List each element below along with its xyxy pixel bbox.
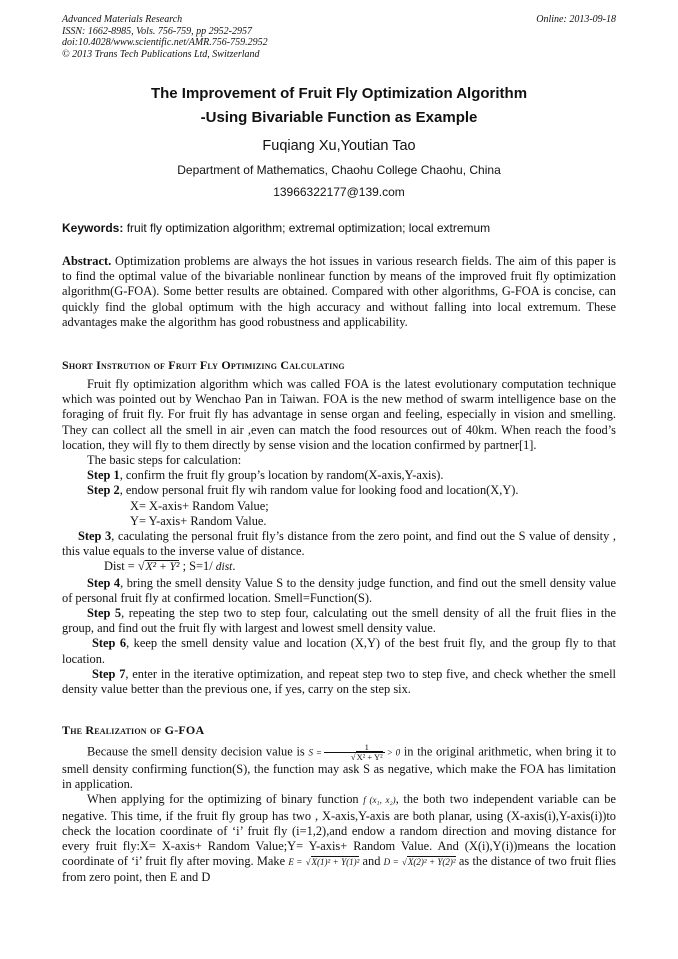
- step-2-text: , endow personal fruit fly wih random value for looking food and location(X,Y).: [119, 483, 519, 498]
- p2-end: as the distance of two fruit flies from zero point, then E and D: [62, 854, 616, 885]
- e-formula-lhs: E =: [288, 857, 303, 868]
- section-2-para-2: [62, 792, 616, 885]
- distance-formula: Dist = √X² + Y² ; S=1/ dist.: [104, 559, 236, 574]
- step-7-label: Step 7: [92, 666, 126, 681]
- step-7-text: , enter in the iterative optimization, and repeat step two to step five, and check whether the smell density value better than the previous one, if yes, carry on the step six.: [62, 666, 616, 697]
- abstract-text: Optimization problems are always the hot issues in various research fields. The aim of this paper is to find the optimal value of the bivariable nonlinear function by means of the improved fruit fly optimization algorithm(G-FOA). Some better results are obtained. Compared with other algorithms, G-FOA is concise, can quickly find the global optimum with the high accuracy and without falling into local extremum. These advantages make the algorithm has good robustness and applicability.: [62, 254, 616, 329]
- abstract: [62, 254, 616, 330]
- equation-x: X= X-axis+ Random Value;: [130, 498, 269, 513]
- section-1-body: [62, 377, 616, 697]
- step-2: [62, 483, 616, 498]
- copyright-line: © 2013 Trans Tech Publications Ltd, Switzerland: [62, 48, 260, 60]
- p2-after: , the both two independent variable can be negative. This time, if the fruit fly group has two , X-axis,Y-axis are both planar, using (X-axis(i),Y-axis(i))to check the location coordinate of ‘i’ fruit fly (i=1,2),and endow a random direction and moving distance for every fruit fly:X= X-axis+ Random Value;Y= Y-axis+ Random Value. And (X(i),Y(i))means the location coordinate of ‘i’ fruit fly after moving. Make: [62, 792, 616, 869]
- p2-function: f (x₁, x₂): [363, 795, 396, 806]
- keywords-label: Keywords:: [62, 221, 124, 235]
- d-formula-lhs: D =: [383, 857, 399, 868]
- authors: Fuqiang Xu,Youtian Tao: [262, 138, 416, 154]
- step-6-text: , keep the smell density value and location (X,Y) of the best fruit fly, and the group fly to that location.: [62, 636, 617, 666]
- e-formula-root: √X(1)² + Y(1)²: [305, 857, 360, 868]
- title-line-2: -Using Bivariable Function as Example: [200, 109, 478, 126]
- dist-suffix: ; S=1/: [182, 559, 213, 574]
- section-1-intro: Fruit fly optimization algorithm which was called FOA is the latest evolutionary computation technique which was pointed out by Wenchao Pan in Taiwan. FOA is the new method of swarm intelligence base on the foraging of fruit fly. For fruit fly has advantage in sense organ and feeling, especially in vision and smelling. They can collect all the smell in air ,even can match the food resources out of 40km. When reach the food’s location, they will fly to them directly by sense vision and the location confirmed by partner[1].: [62, 377, 616, 452]
- basic-steps-label: The basic steps for calculation:: [87, 453, 242, 468]
- paper-title: [62, 82, 616, 130]
- journal-name: Advanced Materials Research: [62, 14, 183, 25]
- title-line-1: The Improvement of Fruit Fly Optimization Algorithm: [150, 85, 528, 102]
- equation-y: Y= Y-axis+ Random Value.: [130, 513, 267, 528]
- dist-var: dist: [215, 561, 233, 574]
- step-7: [62, 667, 616, 697]
- s-formula-den-text: X² + Y²: [356, 752, 383, 762]
- doi-line: doi:10.4028/www.scientific.net/AMR.756-759.2952: [62, 37, 268, 48]
- keywords-text: fruit fly optimization algorithm; extremal optimization; local extremum: [123, 221, 491, 235]
- journal-header: [62, 14, 268, 60]
- step-5: [62, 606, 616, 636]
- s-formula-rhs: > 0: [386, 747, 401, 758]
- step-3-label: Step 3: [78, 529, 112, 544]
- step-5-text: , repeating the step two to step four, calculating out the smell density of all the fruit flies in the group, and find out the fruit fly with largest and lowest smell density value.: [62, 606, 616, 636]
- e-formula: X(1)² + Y(1)²: [311, 857, 360, 868]
- step-2-label: Step 2: [87, 483, 120, 498]
- step-3-text: , caculating the personal fruit fly’s distance from the zero point, and find out the S value of density , this value equals to the inverse value of distance.: [62, 529, 616, 559]
- p2-before: When applying for the optimizing of binary function: [87, 792, 364, 807]
- step-6-label: Step 6: [92, 636, 127, 651]
- email: 13966322177@139.com: [273, 185, 405, 199]
- dist-end: .: [232, 559, 236, 574]
- p1-after: in the original arithmetic, when bring it to smell density confirming function(S), the function may ask S as negative, which make the FOA has limitation in application.: [62, 744, 617, 792]
- step-3: [62, 529, 616, 559]
- dist-prefix: Dist =: [104, 559, 135, 574]
- step-1-text: , confirm the fruit fly group’s location by random(X-axis,Y-axis).: [119, 468, 444, 483]
- step-4-text: , bring the smell density Value S to the density judge function, and find out the smell density value of personal fruit fly at confirmed location. Smell=Function(S).: [62, 575, 617, 605]
- step-4: [62, 576, 616, 606]
- p2-and: and: [359, 854, 384, 869]
- section-2-heading: The Realization of G-FOA: [62, 723, 205, 737]
- section-1-heading: Short Instrution of Fruit Fly Optimizing Calculating: [62, 358, 345, 372]
- keywords: [62, 221, 616, 235]
- section-2-body: [62, 743, 616, 886]
- s-formula-fraction: [324, 743, 385, 762]
- s-formula-num: 1: [324, 743, 385, 753]
- affiliation: Department of Mathematics, Chaohu College Chaohu, China: [177, 163, 501, 177]
- step-6: [62, 636, 616, 666]
- s-formula-lhs: S =: [308, 747, 322, 758]
- step-5-label: Step 5: [87, 606, 122, 621]
- d-formula-root: √X(2)² + Y(2)²: [401, 857, 456, 868]
- dist-sqrt-formula: X² + Y²: [145, 561, 180, 574]
- step-1: [62, 468, 616, 483]
- p1-before: Because the smell density decision value is: [87, 744, 305, 759]
- step-4-label: Step 4: [87, 575, 121, 590]
- d-formula: X(2)² + Y(2)²: [407, 857, 456, 868]
- step-1-label: Step 1: [87, 468, 120, 483]
- online-date: Online: 2013-09-18: [536, 14, 616, 25]
- s-formula-den: √X² + Y²: [350, 752, 383, 762]
- section-2-para-1: [62, 743, 616, 792]
- issn-line: ISSN: 1662-8985, Vols. 756-759, pp 2952-2957: [62, 25, 252, 37]
- abstract-label: Abstract.: [62, 254, 112, 268]
